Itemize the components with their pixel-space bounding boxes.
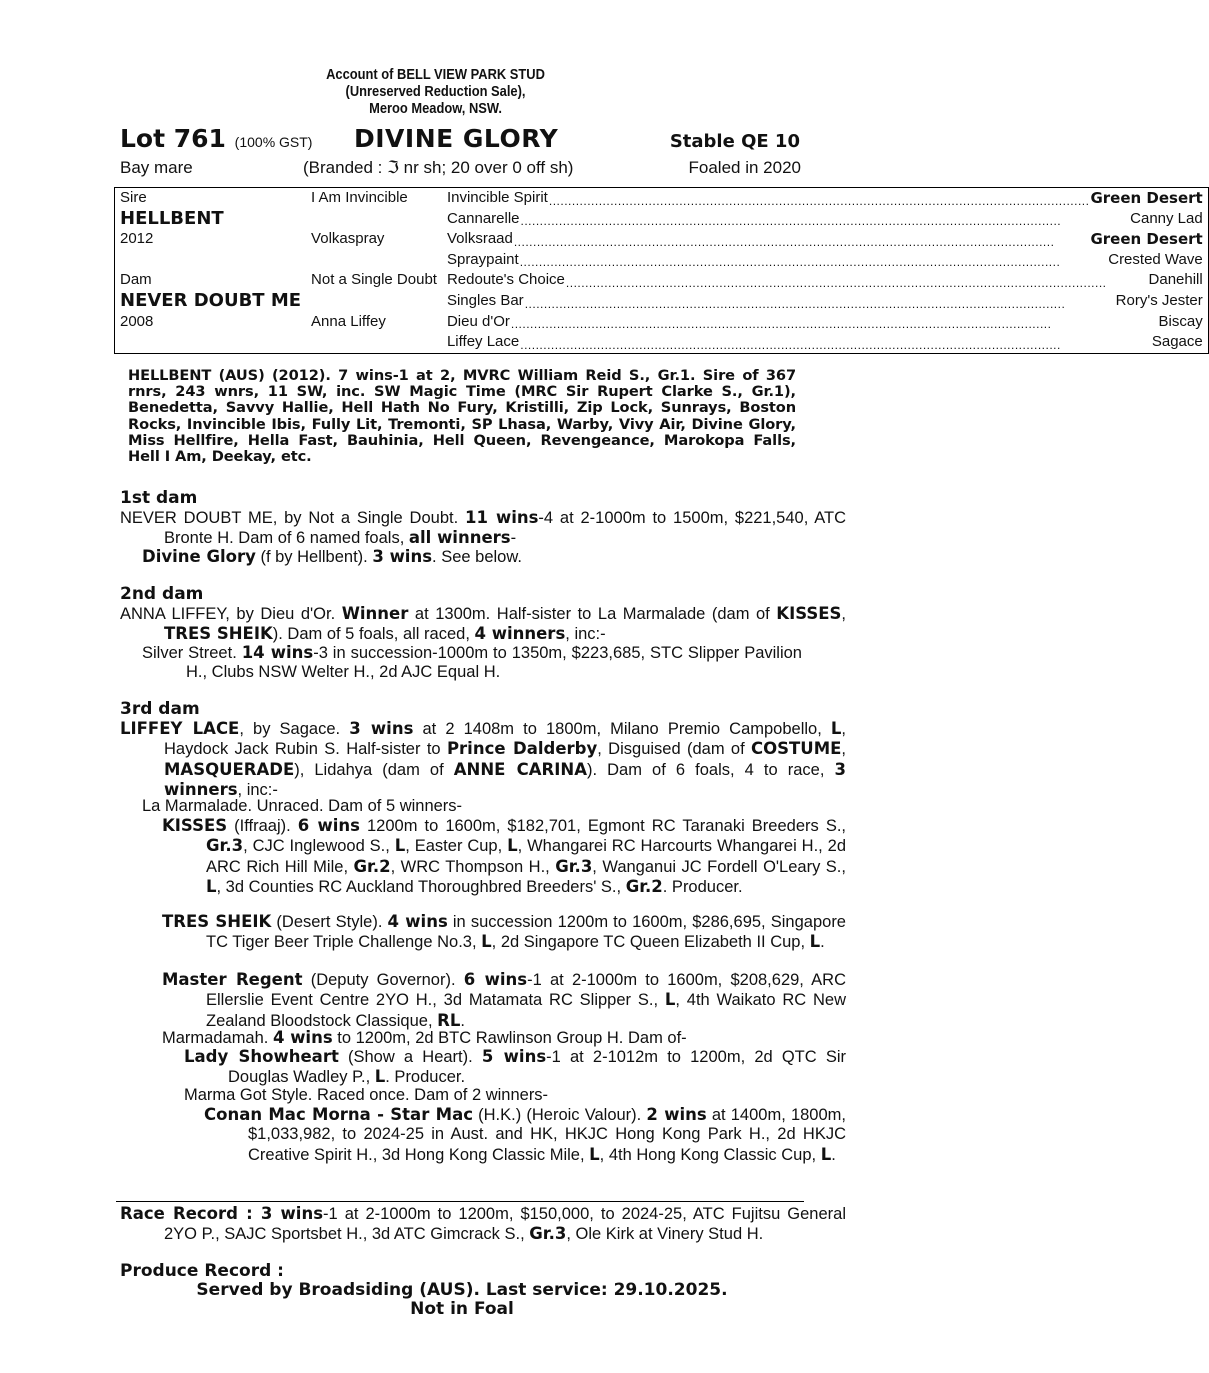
gen3-row: Spraypaint ..... Crested Wave [447, 250, 1203, 271]
gen3-row: Liffey Lace ..... Sagace [447, 332, 1203, 353]
brand-info: (Branded : ℑ nr sh; 20 over 0 off sh) [303, 158, 574, 177]
sire-name: HELLBENT [120, 207, 224, 229]
second-dam-heading: 2nd dam [120, 584, 204, 604]
tres-sheik-entry: TRES SHEIK (Desert Style). 4 wins in succession 1200m to 1600m, $286,695, Singapore TC Tiger Beer Triple Challenge No.3, L, 2d Singapore TC Queen Elizabeth II Cup, L. [162, 912, 846, 952]
gen3-row: Invincible Spirit ..... Green Desert [447, 188, 1203, 209]
marmadamah-entry: Marmadamah. 4 wins to 1200m, 2d BTC Rawlinson Group H. Dam of- [162, 1028, 687, 1047]
kisses-entry: KISSES (Iffraaj). 6 wins 1200m to 1600m, $182,701, Egmont RC Taranaki Breeders S., Gr.3, CJC Inglewood S., L, Easter Cup, L, Whangarei RC Harcourts Whangarei H., 2d ARC Rich Hill Mile, Gr.2, WRC Thompson H., Gr.3, Wanganui JC Fordell O'Leary S., L, 3d Counties RC Auckland Thoroughbred Breeders' S., Gr.2. Producer. [162, 816, 846, 897]
conan-mac-morna-entry: Conan Mac Morna - Star Mac (H.K.) (Heroic Valour). 2 wins at 1400m, 1800m, $1,033,982, to 2024-25 in Aust. and HK, HKJC Hong Kong Park H., 2d HKJC Creative Spirit H., 3d Hong Kong Classic Mile, L, 4th Hong Kong Classic Cup, L. [204, 1105, 846, 1164]
gen3-row: Redoute's Choice ..... Danehill [447, 270, 1203, 291]
master-regent-entry: Master Regent (Deputy Governor). 6 wins-1 at 2-1000m to 1600m, $208,629, ARC Ellerslie Event Centre 2YO H., 3d Matamata RC Slipper S., L, 4th Waikato RC New Zealand Bloodstock Classique, RL. [162, 970, 847, 1030]
marma-got-style: Marma Got Style. Raced once. Dam of 2 winners- [184, 1086, 549, 1104]
gen3-row: Cannarelle ..... Canny Lad [447, 209, 1203, 230]
la-marmalade: La Marmalade. Unraced. Dam of 5 winners- [142, 797, 463, 815]
stable-number: Stable QE 10 [669, 131, 800, 152]
third-dam-text: LIFFEY LACE, by Sagace. 3 wins at 2 1408m to 1800m, Milano Premio Campobello, L, Haydock Jack Rubin S. Half-sister to Prince Dalderby, Disguised (dam of COSTUME, MASQUERADE), Lidahya (dam of ANNE CARINA). Dam of 6 foals, 4 to race, 3 winners, inc:- [120, 719, 847, 800]
foaled-year: Foaled in 2020 [688, 158, 801, 177]
dam-label: Dam [120, 271, 152, 289]
sire-sire: I Am Invincible [311, 189, 408, 206]
section-divider [116, 1201, 804, 1202]
sire-blurb: HELLBENT (AUS) (2012). 7 wins-1 at 2, MVRC William Reid S., Gr.1. Sire of 367 rnrs, 243 wnrs, 11 SW, inc. SW Magic Time (MRC Sir Rupert Clarke S., Gr.1), Benedetta, Savvy Hallie, Hell Hath No Fury, Kristilli, Zip Lock, Sunrays, Boston Rocks, Invincible Ibis, Fully Lit, Tremonti, SP Lhasa, Warby, Vivy Air, Divine Glory, Miss Hellfire, Hella Fast, Bauhinia, Hell Queen, Revengeance, Marokopa Falls, Hell I Am, Deekay, etc. [128, 367, 796, 466]
horse-colour-sex: Bay mare [120, 158, 193, 177]
dam-year: 2008 [120, 312, 154, 330]
horse-name: DIVINE GLORY [354, 124, 559, 153]
third-dam-heading: 3rd dam [120, 699, 200, 719]
sire-label: Sire [120, 189, 147, 206]
foal-status: Not in Foal [410, 1299, 514, 1319]
first-dam-heading: 1st dam [120, 488, 198, 508]
vendor-line-1: Account of BELL VIEW PARK STUD [326, 66, 545, 83]
sire-dam: Volkaspray [311, 230, 385, 248]
gst-note: (100% GST) [234, 134, 313, 150]
produce-record-label: Produce Record : [120, 1261, 284, 1281]
foal-entry: Divine Glory (f by Hellbent). 3 wins. See below. [142, 547, 522, 566]
gen3-row: Singles Bar ..... Rory's Jester [447, 291, 1203, 312]
pedigree-table [114, 187, 1209, 354]
second-dam-progeny: Silver Street. 14 wins-3 in succession-1000m to 1350m, $223,685, STC Slipper Pavilion H., Clubs NSW Welter H., 2d AJC Equal H. [142, 643, 802, 682]
first-dam-text: NEVER DOUBT ME, by Not a Single Doubt. 11 wins-4 at 2-1000m to 1500m, $221,540, ATC Bronte H. Dam of 6 named foals, all winners- [120, 508, 846, 548]
dam-dam: Anna Liffey [311, 312, 386, 330]
lady-showheart-entry: Lady Showheart (Show a Heart). 5 wins-1 at 2-1012m to 1200m, 2d QTC Sir Douglas Wadley P., L. Producer. [184, 1047, 846, 1087]
sire-year: 2012 [120, 230, 154, 248]
served-by: Served by Broadsiding (AUS). Last service: 29.10.2025. [196, 1280, 728, 1300]
dam-sire: Not a Single Doubt [311, 271, 437, 289]
second-dam-text: ANNA LIFFEY, by Dieu d'Or. Winner at 1300m. Half-sister to La Marmalade (dam of KISSES, TRES SHEIK). Dam of 5 foals, all raced, 4 winners, inc:- [120, 604, 846, 644]
gen3-row: Dieu d'Or ..... Biscay [447, 312, 1203, 333]
lot-number: Lot 761 (100% GST) [120, 124, 313, 153]
gen3-row: Volksraad ..... Green Desert [447, 229, 1203, 250]
vendor-line-2: (Unreserved Reduction Sale), [345, 83, 526, 100]
dam-name: NEVER DOUBT ME [120, 289, 302, 311]
vendor-line-3: Meroo Meadow, NSW. [369, 100, 502, 117]
race-record: Race Record : 3 wins-1 at 2-1000m to 1200m, $150,000, to 2024-25, ATC Fujitsu General 2YO P., SAJC Sportsbet H., 3d ATC Gimcrack S., Gr.3, Ole Kirk at Vinery Stud H. [120, 1204, 846, 1244]
